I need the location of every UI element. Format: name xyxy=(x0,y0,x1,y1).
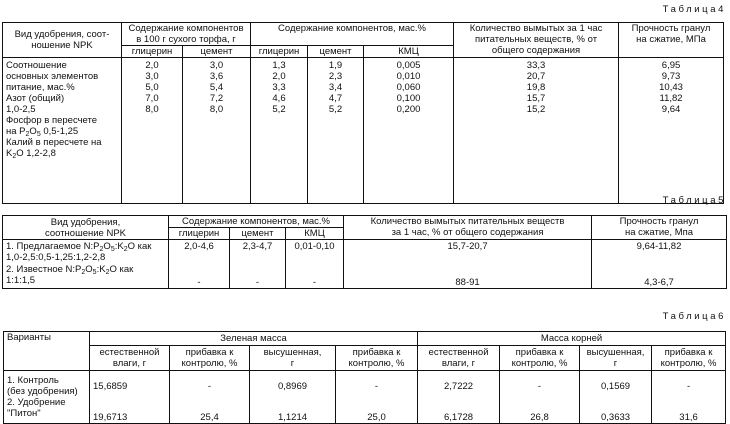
t6-header-green-mass: Зеленая масса xyxy=(90,332,418,346)
t6-header-gm-natural: естественной влаги, г xyxy=(90,346,170,371)
t5-row2-cement: - xyxy=(230,264,286,289)
t4-header-washed: Количество вымытых за 1 час питательных веществ, % от общего содержания xyxy=(454,23,619,58)
t6-row2-rm-dried: 0,3633 xyxy=(580,397,652,423)
t5-header-fertilizer: Вид удобрения, соотношение NPK xyxy=(3,216,169,240)
t5-row2-strength: 4,3-6,7 xyxy=(592,264,727,289)
t6-row1-rm-dried-increase: - xyxy=(652,371,726,398)
t6-row2-gm-natural: 19,6713 xyxy=(90,397,170,423)
t6-row2-gm-increase: 25,4 xyxy=(170,397,250,423)
t4-col-glycerin-pct: 1,3 2,0 3,3 4,6 5,2 xyxy=(251,58,308,204)
t6-row1-rm-increase: - xyxy=(500,371,580,398)
t4-label-cell: Соотношение основных элементов питание, мас.% Азот (общий) 1,0-2,5 Фосфор в пересчете на $P_2O_5$ 0,5-1,25 Калий в пересчете на $K_2O$ 1,2-2,8 xyxy=(3,58,122,204)
t6-header-rm-dried: высушенная, г xyxy=(580,346,652,371)
t6-header-rm-dried-increase: прибавка к контролю, % xyxy=(652,346,726,371)
t5-row1-glycerin: 2,0-4,6 xyxy=(169,240,230,264)
t5-row1-cement: 2,3-4,7 xyxy=(230,240,286,264)
t6-row1-gm-dried-increase: - xyxy=(336,371,418,398)
t6-row1-rm-natural: 2,7222 xyxy=(418,371,500,398)
t6-row1-gm-natural: 15,6859 xyxy=(90,371,170,398)
t4-header-content-100g: Содержание компонентов в 100 г сухого торфа, г xyxy=(122,23,251,46)
table5 xyxy=(2,215,727,289)
t4-header-cement: цемент xyxy=(183,46,251,58)
t6-header-gm-dried-increase: прибавка к контролю, % xyxy=(336,346,418,371)
t6-header-root-mass: Масса корней xyxy=(418,332,726,346)
t4-col-washed: 33,3 20,7 19,8 15,7 15,2 xyxy=(454,58,619,204)
t4-col-kmc: 0,005 0,010 0,060 0,100 0,200 xyxy=(364,58,454,204)
t4-col-glycerin: 2,0 3,0 5,0 7,0 8,0 xyxy=(122,58,183,204)
t6-row2-rm-increase: 26,8 xyxy=(500,397,580,423)
t6-row2-rm-dried-increase: 31,6 xyxy=(652,397,726,423)
t4-header-kmc: КМЦ xyxy=(364,46,454,58)
t6-row1-gm-increase: - xyxy=(170,371,250,398)
t5-header-washed: Количество вымытых питательных веществ за 1 час, % от общего содержания xyxy=(344,216,592,240)
table4 xyxy=(2,22,724,204)
t5-row1-kmc: 0,01-0,10 xyxy=(286,240,344,264)
t5-row1-label: 1. Предлагаемое $N:P_2O_5:K_2O$ как 1,0-2,5:0,5-1,25:1,2-2,8 xyxy=(3,240,169,264)
t4-header-glycerin: глицерин xyxy=(122,46,183,58)
t4-header-fertilizer: Вид удобрения, соот- ношение NPK xyxy=(3,23,122,58)
table5-caption: Таблица5 xyxy=(662,195,726,206)
t5-header-cement: цемент xyxy=(230,228,286,240)
t6-header-rm-natural: естественной влаги, г xyxy=(418,346,500,371)
t4-header-content-pct: Содержание компонентов, мас.% xyxy=(251,23,454,46)
t4-header-strength: Прочность гранул на сжатие, МПа xyxy=(619,23,724,58)
t6-header-rm-increase: прибавка к контролю, % xyxy=(500,346,580,371)
t5-header-kmc: КМЦ xyxy=(286,228,344,240)
t5-row2-label: 2. Известное $N:P_2O_5:K_2O$ как 1:1:1,5 xyxy=(3,264,169,289)
table6-caption: Таблица6 xyxy=(662,311,726,322)
t4-col-strength: 6,95 9,73 10,43 11,82 9,64 xyxy=(619,58,724,204)
t5-header-strength: Прочность гранул на сжатие, Мпа xyxy=(592,216,727,240)
t6-header-variants: Варианты xyxy=(4,332,90,371)
t5-row1-washed: 15,7-20,7 xyxy=(344,240,592,264)
t6-row2-rm-natural: 6,1728 xyxy=(418,397,500,423)
t6-row2-label: 2. Удобрение "Питон" xyxy=(4,397,90,423)
t4-col-cement: 3,0 3,6 5,4 7,2 8,0 xyxy=(183,58,251,204)
t5-row2-washed: 88-91 xyxy=(344,264,592,289)
table4-caption: Таблица4 xyxy=(662,4,726,15)
t4-header-glycerin-pct: глицерин xyxy=(251,46,308,58)
t4-header-cement-pct: цемент xyxy=(308,46,364,58)
t4-col-cement-pct: 1,9 2,3 3,4 4,7 5,2 xyxy=(308,58,364,204)
t6-row1-label: 1. Контроль (без удобрения) xyxy=(4,371,90,398)
t6-header-gm-dried: высушенная, г xyxy=(250,346,336,371)
t5-row2-glycerin: - xyxy=(169,264,230,289)
table6 xyxy=(3,331,726,424)
t5-header-glycerin: глицерин xyxy=(169,228,230,240)
t5-row2-kmc: - xyxy=(286,264,344,289)
t6-row2-gm-dried: 1,1214 xyxy=(250,397,336,423)
t6-row2-gm-dried-increase: 25,0 xyxy=(336,397,418,423)
t6-header-gm-increase: прибавка к контролю, % xyxy=(170,346,250,371)
t6-row1-rm-dried: 0,1569 xyxy=(580,371,652,398)
t6-row1-gm-dried: 0,8969 xyxy=(250,371,336,398)
t5-header-content-pct: Содержание компонентов, мас.% xyxy=(169,216,344,228)
t5-row1-strength: 9,64-11,82 xyxy=(592,240,727,264)
